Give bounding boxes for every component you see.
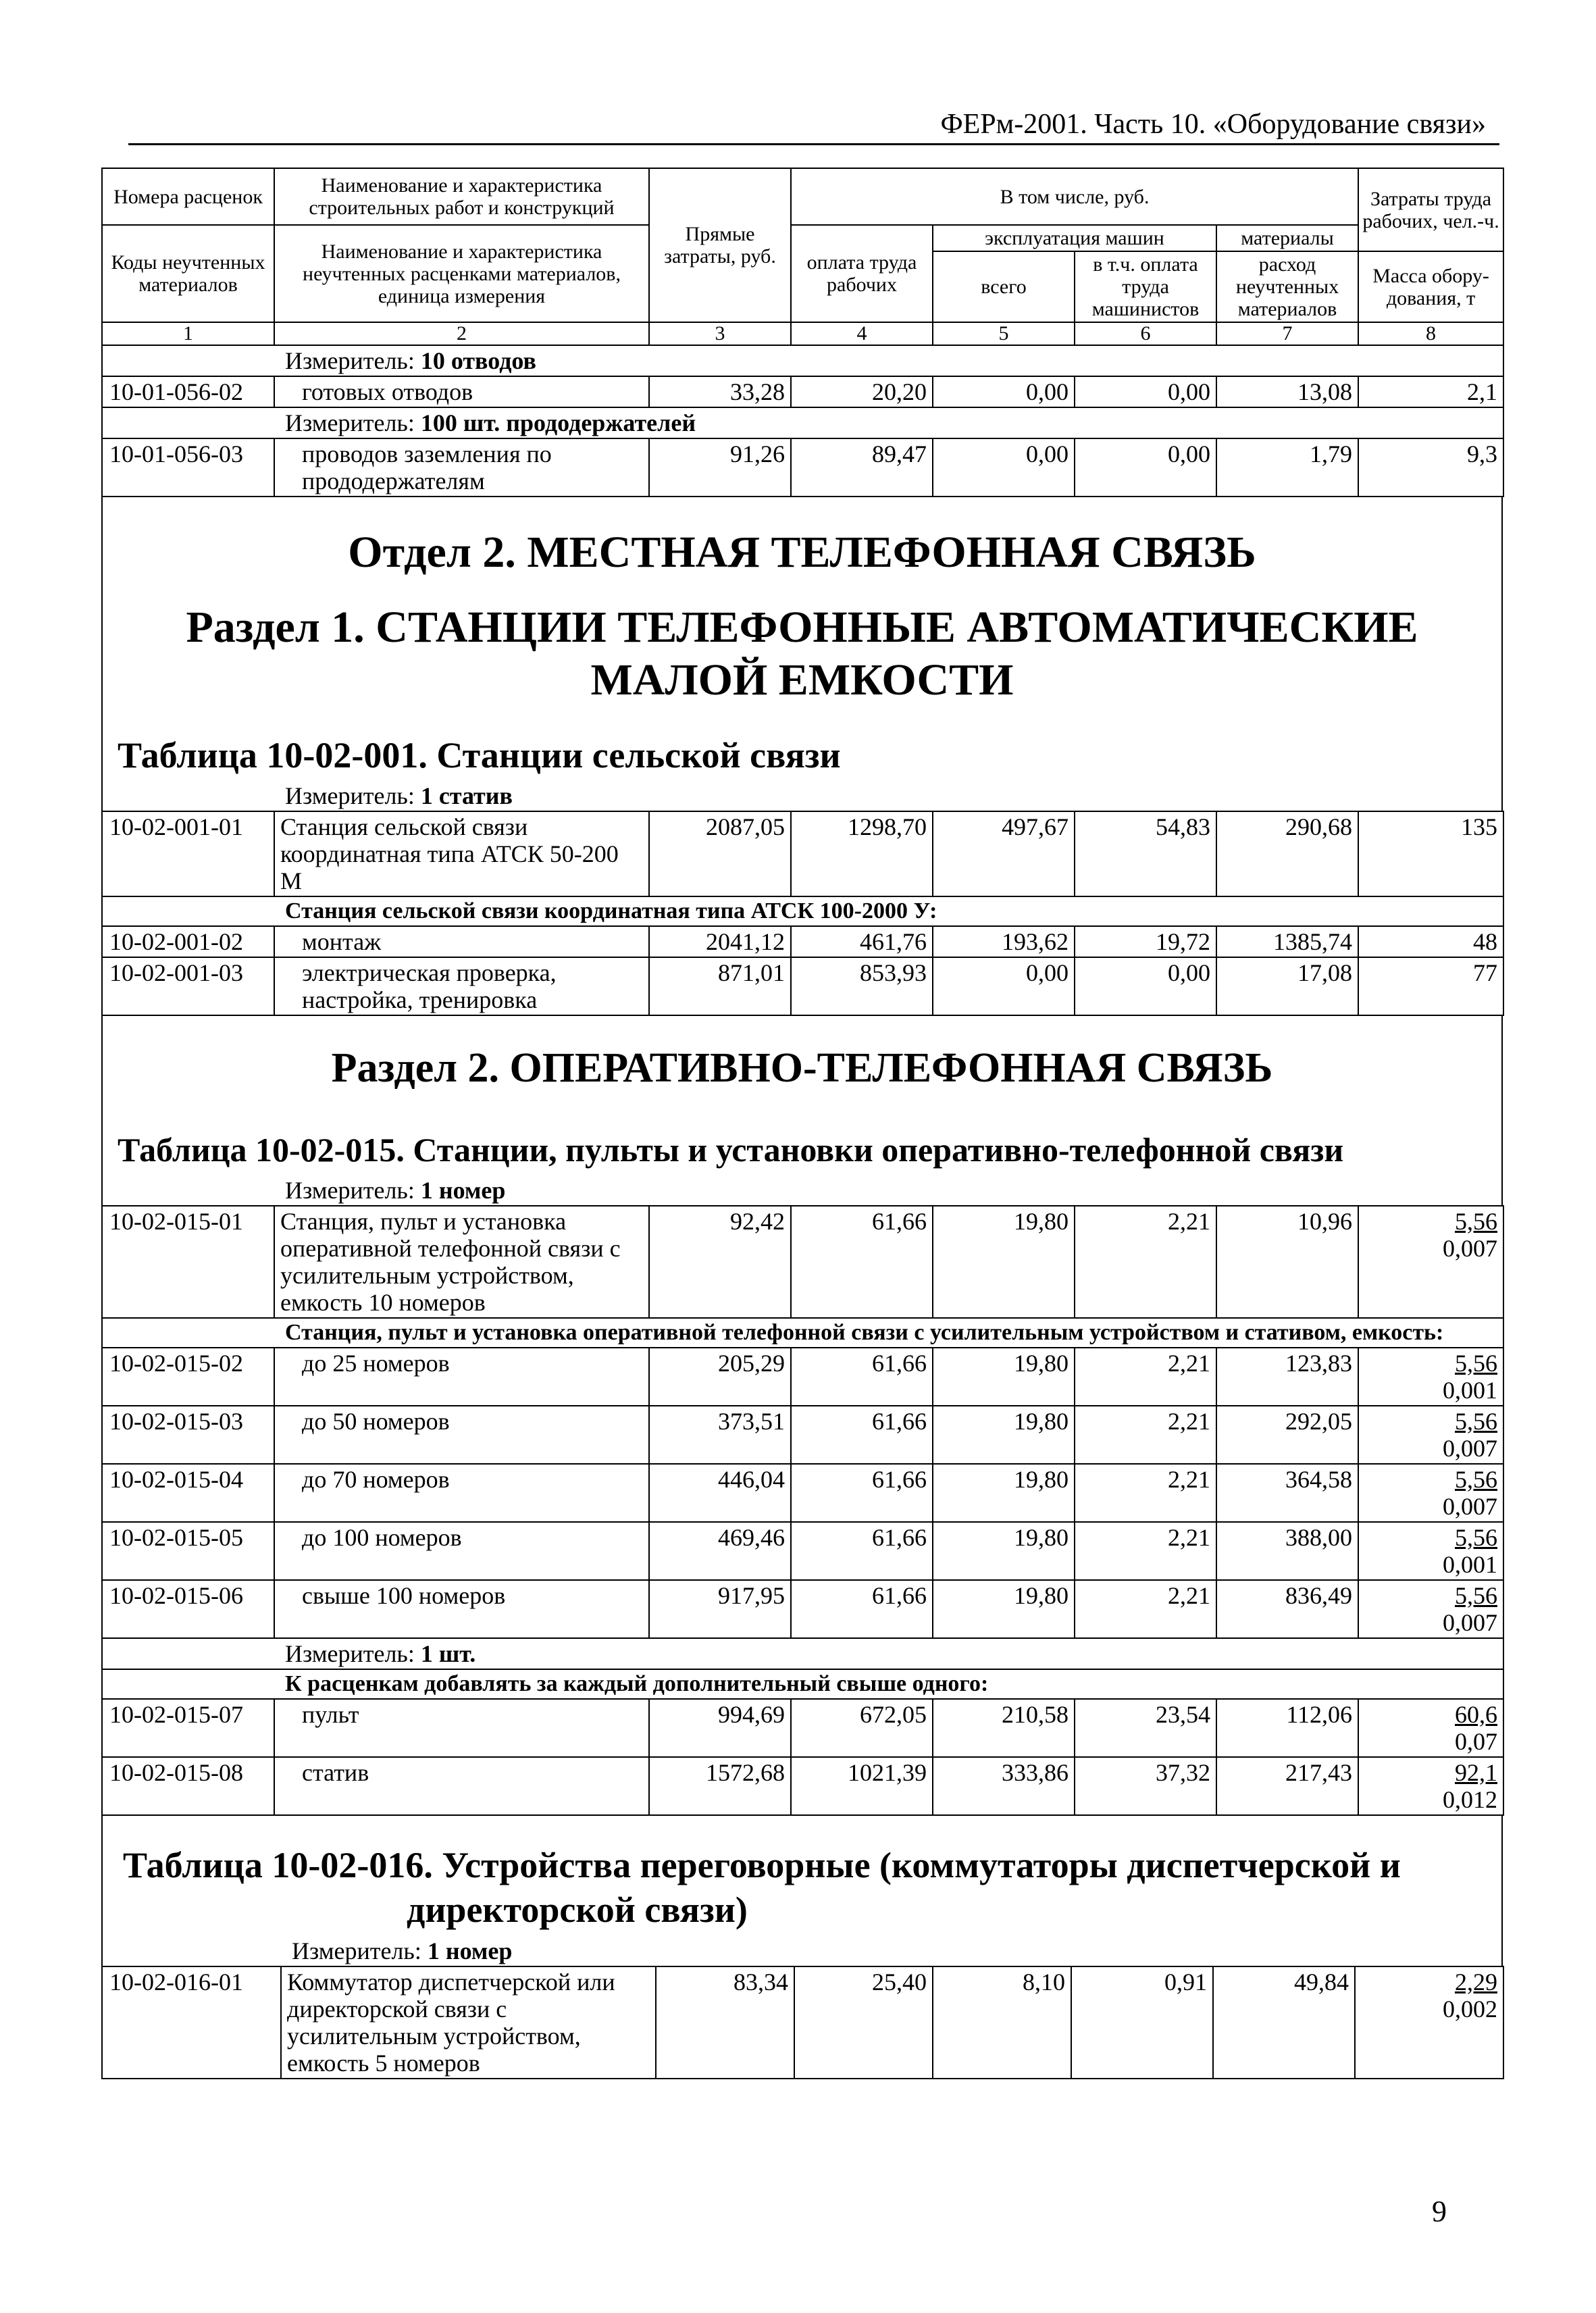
subheading-row [102,1318,1503,1348]
materials: 388,00 [1216,1522,1358,1580]
table-016-title-line1: Таблица 10-02-016. Устройства переговорные (коммутаторы диспетчерской и [123,1845,1401,1885]
labor-costs: 77 [1358,957,1503,1015]
direct-costs: 469,46 [649,1522,791,1580]
rate-code: 10-01-056-02 [102,376,274,407]
direct-costs: 917,95 [649,1580,791,1638]
table-row [102,1966,1503,2079]
rate-name: свыше 100 номеров [274,1580,649,1638]
table-row [102,1464,1503,1522]
header-operator-pay: в т.ч. оплата труда машинистов [1075,251,1216,322]
header-material-codes: Коды неучтенных материалов [102,225,274,322]
meter-row [102,1638,1503,1669]
subheading-row [102,1669,1503,1699]
labor-and-mass [1358,1522,1503,1580]
table-row [102,1348,1503,1406]
rate-name: монтаж [274,926,649,957]
operator-pay: 0,91 [1071,1966,1213,2079]
header-labor-costs: Затраты труда рабочих, чел.-ч. [1358,168,1503,251]
labor-costs: 135 [1358,811,1503,896]
equipment-mass: 0,001 [1443,1377,1497,1404]
worker-pay: 672,05 [791,1699,933,1757]
meter-value: 1 номер [427,1937,513,1964]
worker-pay: 61,66 [791,1464,933,1522]
rate-code: 10-02-015-08 [102,1757,274,1815]
direct-costs: 91,26 [649,438,791,497]
rate-code: 10-02-001-03 [102,957,274,1015]
rate-code: 10-02-015-06 [102,1580,274,1638]
rates-sheet [101,168,1503,2079]
direct-costs: 1572,68 [649,1757,791,1815]
equipment-mass: 0,007 [1443,1609,1497,1636]
equipment-mass: 0,007 [1443,1235,1497,1262]
operator-pay: 0,00 [1075,376,1216,407]
machines-total: 19,80 [933,1580,1075,1638]
operator-pay: 0,00 [1075,438,1216,497]
labor-costs: 2,1 [1358,376,1503,407]
col-num: 4 [791,322,933,345]
operator-pay: 23,54 [1075,1699,1216,1757]
meter-label: Измеритель: [292,1937,421,1964]
machines-total: 19,80 [933,1464,1075,1522]
worker-pay: 61,66 [791,1348,933,1406]
worker-pay: 61,66 [791,1580,933,1638]
rate-name: Станция сельской связи координатная типа АТСК 50-200 М [274,811,649,896]
machines-total: 19,80 [933,1522,1075,1580]
labor-and-mass [1358,1464,1503,1522]
subheading: Станция, пульт и установка оперативной телефонной связи с усилительным устройством и стативом, емкость: [102,1318,1503,1348]
labor-costs: 5,56 [1455,1582,1497,1609]
rate-name: до 100 номеров [274,1522,649,1580]
labor-and-mass [1358,1348,1503,1406]
table-row [102,957,1503,1015]
equipment-mass: 0,012 [1443,1786,1497,1813]
labor-costs: 5,56 [1455,1524,1497,1551]
operator-pay: 2,21 [1075,1406,1216,1464]
labor-and-mass [1358,1206,1503,1318]
meter-label: Измеритель: [285,347,415,374]
rate-name: Коммутатор диспетчерской или директорской связи с усилительным устройством, емкость 5 номеров [281,1966,656,2079]
header-including: В том числе, руб. [791,168,1358,225]
materials: 836,49 [1216,1580,1358,1638]
labor-costs: 48 [1358,926,1503,957]
direct-costs: 446,04 [649,1464,791,1522]
operator-pay: 0,00 [1075,957,1216,1015]
rate-code: 10-02-015-07 [102,1699,274,1757]
materials: 1,79 [1216,438,1358,497]
meter-value: 1 номер [420,1177,506,1204]
rate-name: готовых отводов [274,376,649,407]
machines-total: 0,00 [933,438,1075,497]
machines-total: 193,62 [933,926,1075,957]
meter-label: Измеритель: [285,409,415,436]
table-row [102,1522,1503,1580]
table-row [102,438,1503,497]
page-number: 9 [1432,2195,1447,2228]
col-num: 3 [649,322,791,345]
direct-costs: 373,51 [649,1406,791,1464]
rate-code: 10-02-015-02 [102,1348,274,1406]
operator-pay: 2,21 [1075,1464,1216,1522]
header-machines: эксплуатация машин [933,225,1216,251]
machines-total: 19,80 [933,1206,1075,1318]
meter-value: 100 шт. прододержателей [420,409,696,436]
direct-costs: 83,34 [656,1966,794,2079]
labor-costs: 9,3 [1358,438,1503,497]
table-row [102,1406,1503,1464]
labor-costs: 5,56 [1455,1466,1497,1493]
header-rate-numbers: Номера расценок [102,168,274,225]
meter-row [102,407,1503,438]
table-row [102,926,1503,957]
labor-costs: 2,29 [1455,1968,1497,1996]
materials: 10,96 [1216,1206,1358,1318]
rate-name: до 50 номеров [274,1406,649,1464]
subheading: Станция сельской связи координатная типа АТСК 100-2000 У: [102,896,1503,926]
rate-code: 10-02-015-03 [102,1406,274,1464]
col-num: 7 [1216,322,1358,345]
machines-total: 0,00 [933,376,1075,407]
rate-code: 10-02-016-01 [102,1966,281,2079]
direct-costs: 2087,05 [649,811,791,896]
meter-row [102,345,1503,376]
col-num: 6 [1075,322,1216,345]
table-016-title-line2: директорской связи) [407,1889,748,1930]
rate-code: 10-02-001-02 [102,926,274,957]
materials: 1385,74 [1216,926,1358,957]
section-2-title: Раздел 2. ОПЕРАТИВНО-ТЕЛЕФОННАЯ СВЯЗЬ [331,1045,1273,1091]
department-title: Отдел 2. МЕСТНАЯ ТЕЛЕФОННАЯ СВЯЗЬ [348,528,1256,577]
table-row [102,376,1503,407]
header-materials: материалы [1216,225,1358,251]
labor-and-mass [1358,1699,1503,1757]
worker-pay: 89,47 [791,438,933,497]
operator-pay: 54,83 [1075,811,1216,896]
equipment-mass: 0,007 [1443,1435,1497,1462]
rate-name: проводов заземления по прододержателям [274,438,649,497]
materials: 17,08 [1216,957,1358,1015]
section-block [101,497,1503,811]
header-equipment-mass: Масса обору-дования, т [1358,251,1503,322]
header-table [101,168,1504,497]
machines-total: 210,58 [933,1699,1075,1757]
meter-row [103,1932,1501,1966]
running-head: ФЕРм-2001. Часть 10. «Оборудование связи» [940,109,1486,140]
rate-code: 10-02-015-04 [102,1464,274,1522]
materials: 217,43 [1216,1757,1358,1815]
table-10-02-001 [101,811,1504,1016]
table-row [102,811,1503,896]
labor-costs: 5,56 [1455,1208,1497,1235]
machines-total: 0,00 [933,957,1075,1015]
table-10-02-016 [101,1966,1504,2079]
labor-and-mass [1358,1757,1503,1815]
direct-costs: 994,69 [649,1699,791,1757]
worker-pay: 20,20 [791,376,933,407]
header-work-name: Наименование и характеристика строительных работ и конструкций [274,168,649,225]
meter-label: Измеритель: [285,782,415,809]
table-016-title [103,1843,1501,1932]
operator-pay: 2,21 [1075,1206,1216,1318]
rate-name: до 70 номеров [274,1464,649,1522]
section-1-title: Раздел 1. СТАНЦИИ ТЕЛЕФОННЫЕ АВТОМАТИЧЕСКИЕ МАЛОЙ ЕМКОСТИ [186,603,1418,705]
operator-pay: 2,21 [1075,1522,1216,1580]
labor-and-mass [1358,1406,1503,1464]
rate-name: Станция, пульт и установка оперативной телефонной связи с усилительным устройством, емкость 10 номеров [274,1206,649,1318]
table-001-title: Таблица 10-02-001. Станции сельской связи [118,735,841,776]
materials: 292,05 [1216,1406,1358,1464]
equipment-mass: 0,07 [1455,1728,1497,1755]
header-rule [128,143,1499,145]
header-direct-costs: Прямые затраты, руб. [649,168,791,322]
machines-total: 19,80 [933,1406,1075,1464]
table-row [102,1580,1503,1638]
direct-costs: 92,42 [649,1206,791,1318]
rate-name: пульт [274,1699,649,1757]
materials: 49,84 [1213,1966,1355,2079]
rate-code: 10-02-015-01 [102,1206,274,1318]
worker-pay: 61,66 [791,1522,933,1580]
worker-pay: 61,66 [791,1206,933,1318]
header-machines-total: всего [933,251,1075,322]
header-unaccounted-materials: расход неучтенных материалов [1216,251,1358,322]
worker-pay: 61,66 [791,1406,933,1464]
worker-pay: 853,93 [791,957,933,1015]
operator-pay: 19,72 [1075,926,1216,957]
meter-value: 1 статив [420,782,513,809]
operator-pay: 2,21 [1075,1580,1216,1638]
meter-row [103,777,1501,811]
rate-name: статив [274,1757,649,1815]
materials: 364,58 [1216,1464,1358,1522]
direct-costs: 871,01 [649,957,791,1015]
meter-row [103,1171,1501,1205]
labor-and-mass [1355,1966,1503,2079]
rate-name: до 25 номеров [274,1348,649,1406]
worker-pay: 25,40 [794,1966,933,2079]
labor-costs: 60,6 [1455,1701,1497,1728]
equipment-mass: 0,007 [1443,1493,1497,1520]
meter-value: 1 шт. [420,1640,476,1667]
worker-pay: 1021,39 [791,1757,933,1815]
header-material-name: Наименование и характеристика неучтенных расценками материалов, единица измерения [274,225,649,322]
equipment-mass: 0,002 [1443,1996,1497,2023]
equipment-mass: 0,001 [1443,1551,1497,1578]
operator-pay: 37,32 [1075,1757,1216,1815]
materials: 290,68 [1216,811,1358,896]
meter-label: Измеритель: [285,1177,415,1204]
section-block [101,1816,1503,1966]
table-row [102,1206,1503,1318]
section-block [101,1016,1503,1205]
materials: 13,08 [1216,376,1358,407]
col-num: 5 [933,322,1075,345]
materials: 123,83 [1216,1348,1358,1406]
rate-code: 10-02-001-01 [102,811,274,896]
worker-pay: 461,76 [791,926,933,957]
col-num: 2 [274,322,649,345]
direct-costs: 33,28 [649,376,791,407]
table-row [102,1757,1503,1815]
direct-costs: 205,29 [649,1348,791,1406]
labor-costs: 92,1 [1455,1759,1497,1786]
col-num: 8 [1358,322,1503,345]
table-10-02-015 [101,1205,1504,1816]
meter-label: Измеритель: [285,1640,415,1667]
header-worker-pay: оплата труда рабочих [791,225,933,322]
rate-name: электрическая проверка, настройка, тренировка [274,957,649,1015]
materials: 112,06 [1216,1699,1358,1757]
labor-and-mass [1358,1580,1503,1638]
labor-costs: 5,56 [1455,1350,1497,1377]
subheading-row [102,896,1503,926]
table-015-title: Таблица 10-02-015. Станции, пульты и установки оперативно-телефонной связи [118,1131,1344,1169]
labor-costs: 5,56 [1455,1408,1497,1435]
column-numbers-row [102,322,1503,345]
table-row [102,1699,1503,1757]
rate-code: 10-02-015-05 [102,1522,274,1580]
direct-costs: 2041,12 [649,926,791,957]
machines-total: 8,10 [933,1966,1071,2079]
operator-pay: 2,21 [1075,1348,1216,1406]
subheading: К расценкам добавлять за каждый дополнительный свыше одного: [102,1669,1503,1699]
meter-value: 10 отводов [420,347,536,374]
col-num: 1 [102,322,274,345]
machines-total: 333,86 [933,1757,1075,1815]
machines-total: 497,67 [933,811,1075,896]
machines-total: 19,80 [933,1348,1075,1406]
rate-code: 10-01-056-03 [102,438,274,497]
worker-pay: 1298,70 [791,811,933,896]
